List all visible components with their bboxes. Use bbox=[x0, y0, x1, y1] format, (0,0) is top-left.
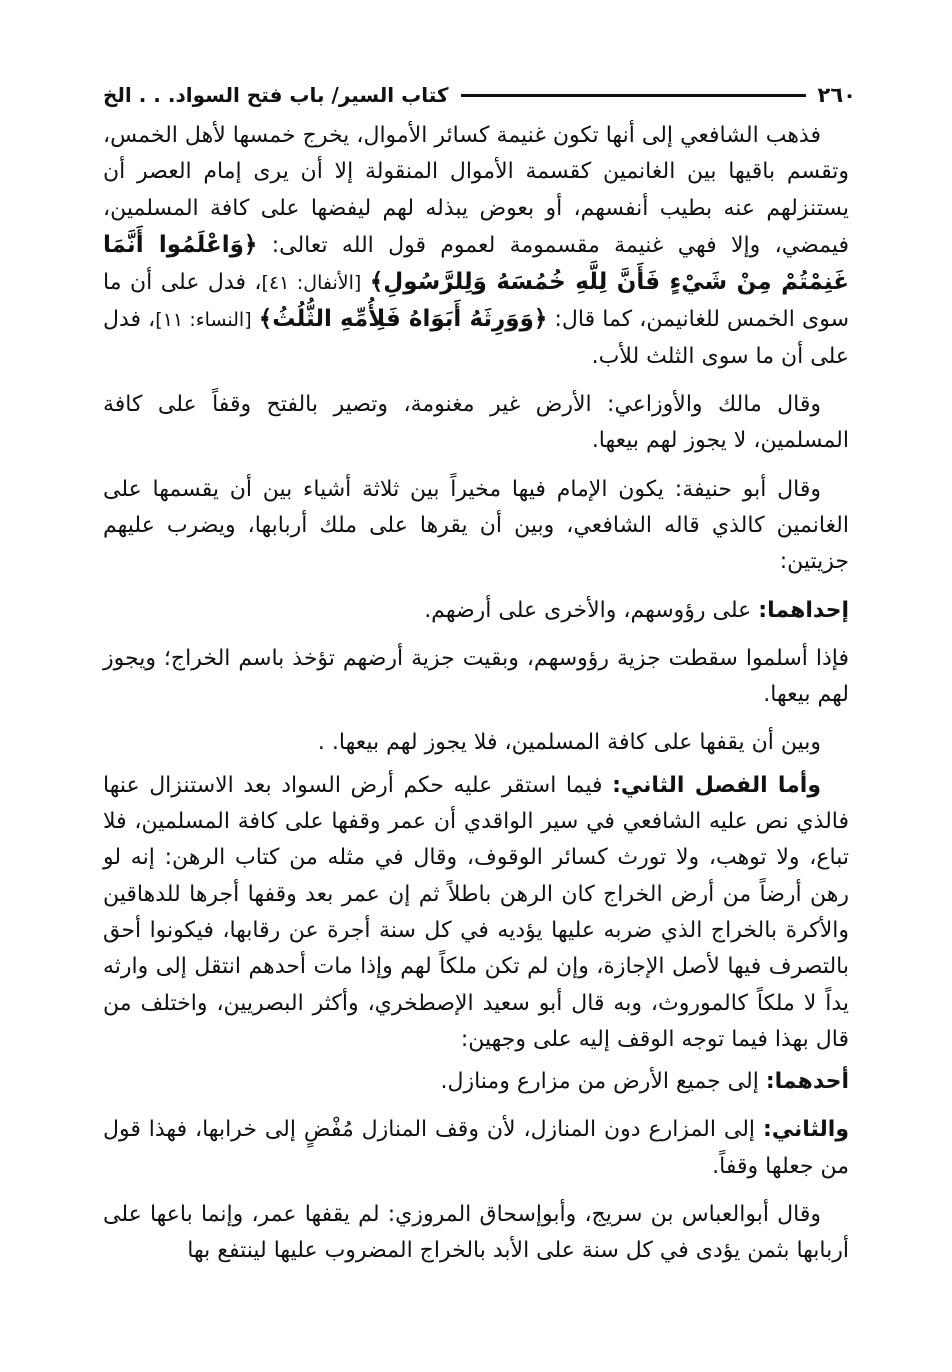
paragraph-lead: إحداهما: bbox=[758, 597, 849, 623]
paragraph-text: إلى جميع الأرض من مزارع ومنازل. bbox=[440, 1069, 759, 1095]
paragraph-text: ، فدل على أن ما سوى الخمس للغانيمن، كما قال: bbox=[103, 270, 849, 333]
page-header bbox=[103, 78, 856, 112]
paragraph-abu-hanifa bbox=[103, 472, 849, 581]
paragraph-text: إلى المزارع دون المنازل، لأن وقف المنازل مُفْضٍ إلى خرابها، فهذا قول من جعلها وقفاً. bbox=[103, 1117, 849, 1179]
page-number: ٢٦٠ bbox=[817, 83, 856, 107]
running-title: كتاب السير/ باب فتح السواد. . . الخ bbox=[103, 83, 449, 107]
paragraph-first-view bbox=[103, 1064, 849, 1100]
paragraph-text: فذهب الشافعي إلى أنها تكون غنيمة كسائر الأموال، يخرج خمسها لأهل الخمس، وتقسم باقيها بين الغانمين كقسمة الأموال المنقولة إلا أن يرى إمام العصر أن يستنزلهم عنه بطيب أنفسهم، أو بعوض يبذله لهم ليفضها على كافة المسلمين، فيمضي، وإلا فهي غنيمة مقسمومة لعموم قول الله تعالى: bbox=[103, 123, 849, 258]
paragraph-lead: والثاني: bbox=[762, 1117, 849, 1143]
verse-reference-nisa: [النساء: ١١] bbox=[155, 309, 252, 332]
paragraph-lead: وأما الفصل الثاني: bbox=[612, 772, 822, 798]
paragraph-text: وقال مالك والأوزاعي: الأرض غير مغنومة، وتصير بالفتح وقفاً على كافة المسلمين، لا يجوز لهم بيعها. bbox=[103, 392, 849, 454]
paragraph-ibn-surayj bbox=[103, 1197, 849, 1270]
quran-verse-nisa: ﴿وَوَرِثَهُ أَبَوَاهُ فَلِأُمِّهِ الثُّلُثُ﴾ bbox=[258, 306, 548, 333]
paragraph-shafii bbox=[103, 118, 849, 375]
paragraph-text: على رؤوسهم، والأخرى على أرضهم. bbox=[424, 597, 752, 623]
paragraph-text: فإذا أسلموا سقطت جزية رؤوسهم، وبقيت جزية أرضهم تؤخذ باسم الخراج؛ ويجوز لهم بيعها. bbox=[103, 645, 849, 708]
paragraph-second-view bbox=[103, 1112, 849, 1185]
paragraph-text: فيما استقر عليه حكم أرض السواد بعد الاستنزال عنها فالذي نص عليه الشافعي في سير الواقدي أن عمر وقفها على كافة المسلمين، فلا تباع، ولا توهب، ولا تورث كسائر الوقوف، وقال في مثله من كتاب الرهن: إنه لو رهن أرضاً من أرض الخراج كان الرهن باطلاً ثم إن عمر بعد وقفها أجرها للدهاقين والأكرة بالخراج الذي ضربه عليها يؤديه في كل سنة أجرة عن رقابها، فيكونوا أحق بالتصرف فيها لأصل الإجازة، وإن لم تكن ملكاً لهم وإذا مات أحدهم انتقل إلى وارثه يداً لا ملكاً كالموروث، وبه قال أبو سعيد الإصطخري، وأكثر البصريين، واختلف من قال بهذا فيما توجه الوقف إليه على وجهين: bbox=[103, 772, 849, 1052]
paragraph-malik bbox=[103, 387, 849, 460]
paragraph-first-tax bbox=[103, 593, 849, 629]
paragraph-text: وقال أبو حنيفة: يكون الإمام فيها مخيراً بين ثلاثة أشياء بين أن يقسمها على الغانمين كالذي قاله الشافعي، وبين أن يقرها على ملك أربابها، ويضرب عليهم جزيتين: bbox=[103, 476, 849, 575]
paragraph-text: ، فدل على أن ما سوى الثلث للأب. bbox=[103, 307, 849, 369]
header-rule bbox=[461, 94, 806, 97]
page-body bbox=[103, 118, 849, 1270]
paragraph-text: وبين أن يقفها على كافة المسلمين، فلا يجوز لهم بيعها. . bbox=[317, 730, 821, 756]
quran-verse-anfal: ﴿وَاعْلَمُوا أَنَّمَا غَنِمْتُمْ مِنْ شَيْءٍ فَأَنَّ لِلَّهِ خُمُسَهُ وَلِلرَّسُولِ﴾ bbox=[103, 231, 850, 296]
verse-reference-anfal: [الأنفال: ٤١] bbox=[261, 272, 362, 295]
paragraph-text: وقال أبوالعباس بن سريج، وأبوإسحاق المروزي: لم يقفها عمر، وإنما باعها على أربابها بثمن يؤدى في كل سنة على الأبد بالخراج المضروب عليها لينتفع بها bbox=[103, 1202, 849, 1264]
paragraph-conversion bbox=[103, 641, 849, 714]
paragraph-second-section bbox=[103, 768, 849, 1058]
paragraph-endowment bbox=[103, 725, 849, 761]
paragraph-lead: أحدهما: bbox=[765, 1069, 849, 1095]
